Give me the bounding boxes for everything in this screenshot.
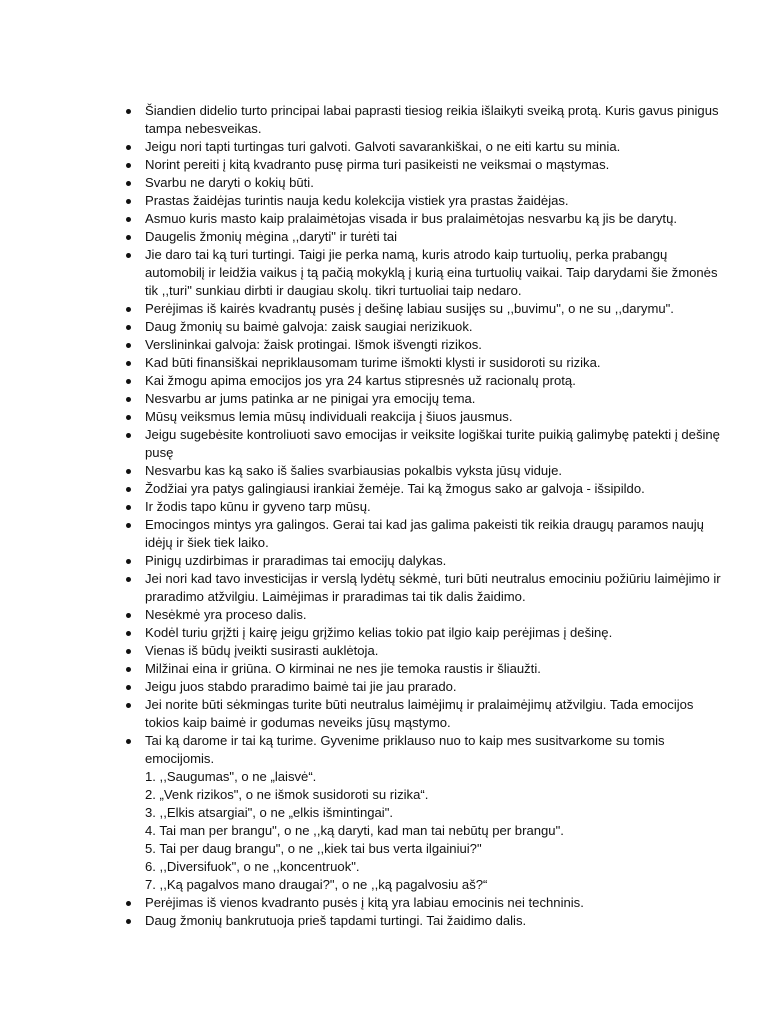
list-item: Kad būti finansiškai nepriklausomam turime išmokti klysti ir susidoroti su rizika. xyxy=(126,354,726,372)
list-item: Kodėl turiu grįžti į kairę jeigu grįžimo kelias tokio pat ilgio kaip perėjimas į dešinę. xyxy=(126,624,726,642)
list-item: Emocingos mintys yra galingos. Gerai tai kad jas galima pakeisti tik reikia draugų paramos naujų idėjų ir šiek tiek laiko. xyxy=(126,516,726,552)
list-item: Milžinai eina ir griūna. O kirminai ne nes jie temoka raustis ir šliaužti. xyxy=(126,660,726,678)
list-item: Nesvarbu ar jums patinka ar ne pinigai yra emocijų tema. xyxy=(126,390,726,408)
list-item: Perėjimas iš kairės kvadrantų pusės į dešinę labiau susijęs su ,,buvimu", o ne su ,,darymu". xyxy=(126,300,726,318)
list-item: Jie daro tai ką turi turtingi. Taigi jie perka namą, kuris atrodo kaip turtuolių, perka prabangų automobilį ir leidžia vaikus į tą pačią mokyklą į kurią eina turtuolių vaikai. Taip darydami šie žmonės tik ,,turi" sunkiau dirbti ir daugiau skolų. tikri turtuoliai taip nedaro. xyxy=(126,246,726,300)
emotions-item-text: Tai ką darome ir tai ką turime. Gyvenime priklauso nuo to kaip mes susitvarkome su tomis emocijomis. xyxy=(145,733,665,766)
sublist-item: 5. Tai per daug brangu", o ne ,,kiek tai bus verta ilgainiui?" xyxy=(145,841,482,856)
list-item: Nesėkmė yra proceso dalis. xyxy=(126,606,726,624)
list-item: Jei norite būti sėkmingas turite būti neutralus laimėjimų ir pralaimėjimų atžvilgiu. Tada emocijos tokios kaip baimė ir godumas neveiks jūsų mąstymo. xyxy=(126,696,726,732)
list-item: Ir žodis tapo kūnu ir gyveno tarp mūsų. xyxy=(126,498,726,516)
list-item: Prastas žaidėjas turintis nauja kedu kolekcija vistiek yra prastas žaidėjas. xyxy=(126,192,726,210)
list-item: Daug žmonių su baimė galvoja: zaisk saugiai nerizikuok. xyxy=(126,318,726,336)
list-item: Jeigu nori tapti turtingas turi galvoti. Galvoti savarankiškai, o ne eiti kartu su minia. xyxy=(126,138,726,156)
list-item: Daug žmonių bankrutuoja prieš tapdami turtingi. Tai žaidimo dalis. xyxy=(126,912,726,930)
sublist-item: 2. „Venk rizikos", o ne išmok susidoroti su rizika“. xyxy=(145,787,429,802)
list-item: Jeigu sugebėsite kontroliuoti savo emocijas ir veiksite logiškai turite puikią galimybę patekti į dešinę pusę xyxy=(126,426,726,462)
sublist-item: 3. ,,Elkis atsargiai", o ne „elkis išmintingai". xyxy=(145,805,393,820)
emotions-list-item xyxy=(126,732,726,894)
list-item: Nesvarbu kas ką sako iš šalies svarbiausias pokalbis vyksta jūsų viduje. xyxy=(126,462,726,480)
list-item: Jeigu juos stabdo praradimo baimė tai jie jau prarado. xyxy=(126,678,726,696)
list-item: Svarbu ne daryti o kokių būti. xyxy=(126,174,726,192)
list-item: Jei nori kad tavo investicijas ir verslą lydėtų sėkmė, turi būti neutralus emociniu požiūriu laimėjimo ir praradimo atžvilgiu. Laimėjimas ir praradimas tai tik dalis žaidimo. xyxy=(126,570,726,606)
list-item: Žodžiai yra patys galingiausi irankiai žemėje. Tai ką žmogus sako ar galvoja - išsipildo. xyxy=(126,480,726,498)
sublist-item: 6. ,,Diversifuok", o ne ,,koncentruok". xyxy=(145,859,360,874)
sublist-item: 1. ,,Saugumas", o ne „laisvė“. xyxy=(145,769,317,784)
list-item: Šiandien didelio turto principai labai paprasti tiesiog reikia išlaikyti sveiką protą. Kuris gavus pinigus tampa nebesveikas. xyxy=(126,102,726,138)
list-item: Verslininkai galvoja: žaisk protingai. Išmok išvengti rizikos. xyxy=(126,336,726,354)
list-item: Vienas iš būdų įveikti susirasti auklėtoja. xyxy=(126,642,726,660)
list-item: Mūsų veiksmus lemia mūsų individuali reakcija į šiuos jausmus. xyxy=(126,408,726,426)
list-item: Kai žmogu apima emocijos jos yra 24 kartus stipresnės už racionalų protą. xyxy=(126,372,726,390)
sublist-item: 4. Tai man per brangu", o ne ,,ką daryti, kad man tai nebūtų per brangu". xyxy=(145,823,564,838)
sublist-item: 7. ,,Ką pagalvos mano draugai?", o ne ,,ką pagalvosiu aš?“ xyxy=(145,877,488,892)
numbered-sublist xyxy=(145,768,726,894)
bullet-list xyxy=(126,102,726,930)
list-item: Norint pereiti į kitą kvadranto pusę pirma turi pasikeisti ne veiksmai o mąstymas. xyxy=(126,156,726,174)
list-item: Daugelis žmonių mėgina ,,daryti" ir turėti tai xyxy=(126,228,726,246)
list-item: Perėjimas iš vienos kvadranto pusės į kitą yra labiau emocinis nei techninis. xyxy=(126,894,726,912)
list-item: Asmuo kuris masto kaip pralaimėtojas visada ir bus pralaimėtojas nesvarbu ką jis be darytų. xyxy=(126,210,726,228)
list-item: Pinigų uzdirbimas ir praradimas tai emocijų dalykas. xyxy=(126,552,726,570)
